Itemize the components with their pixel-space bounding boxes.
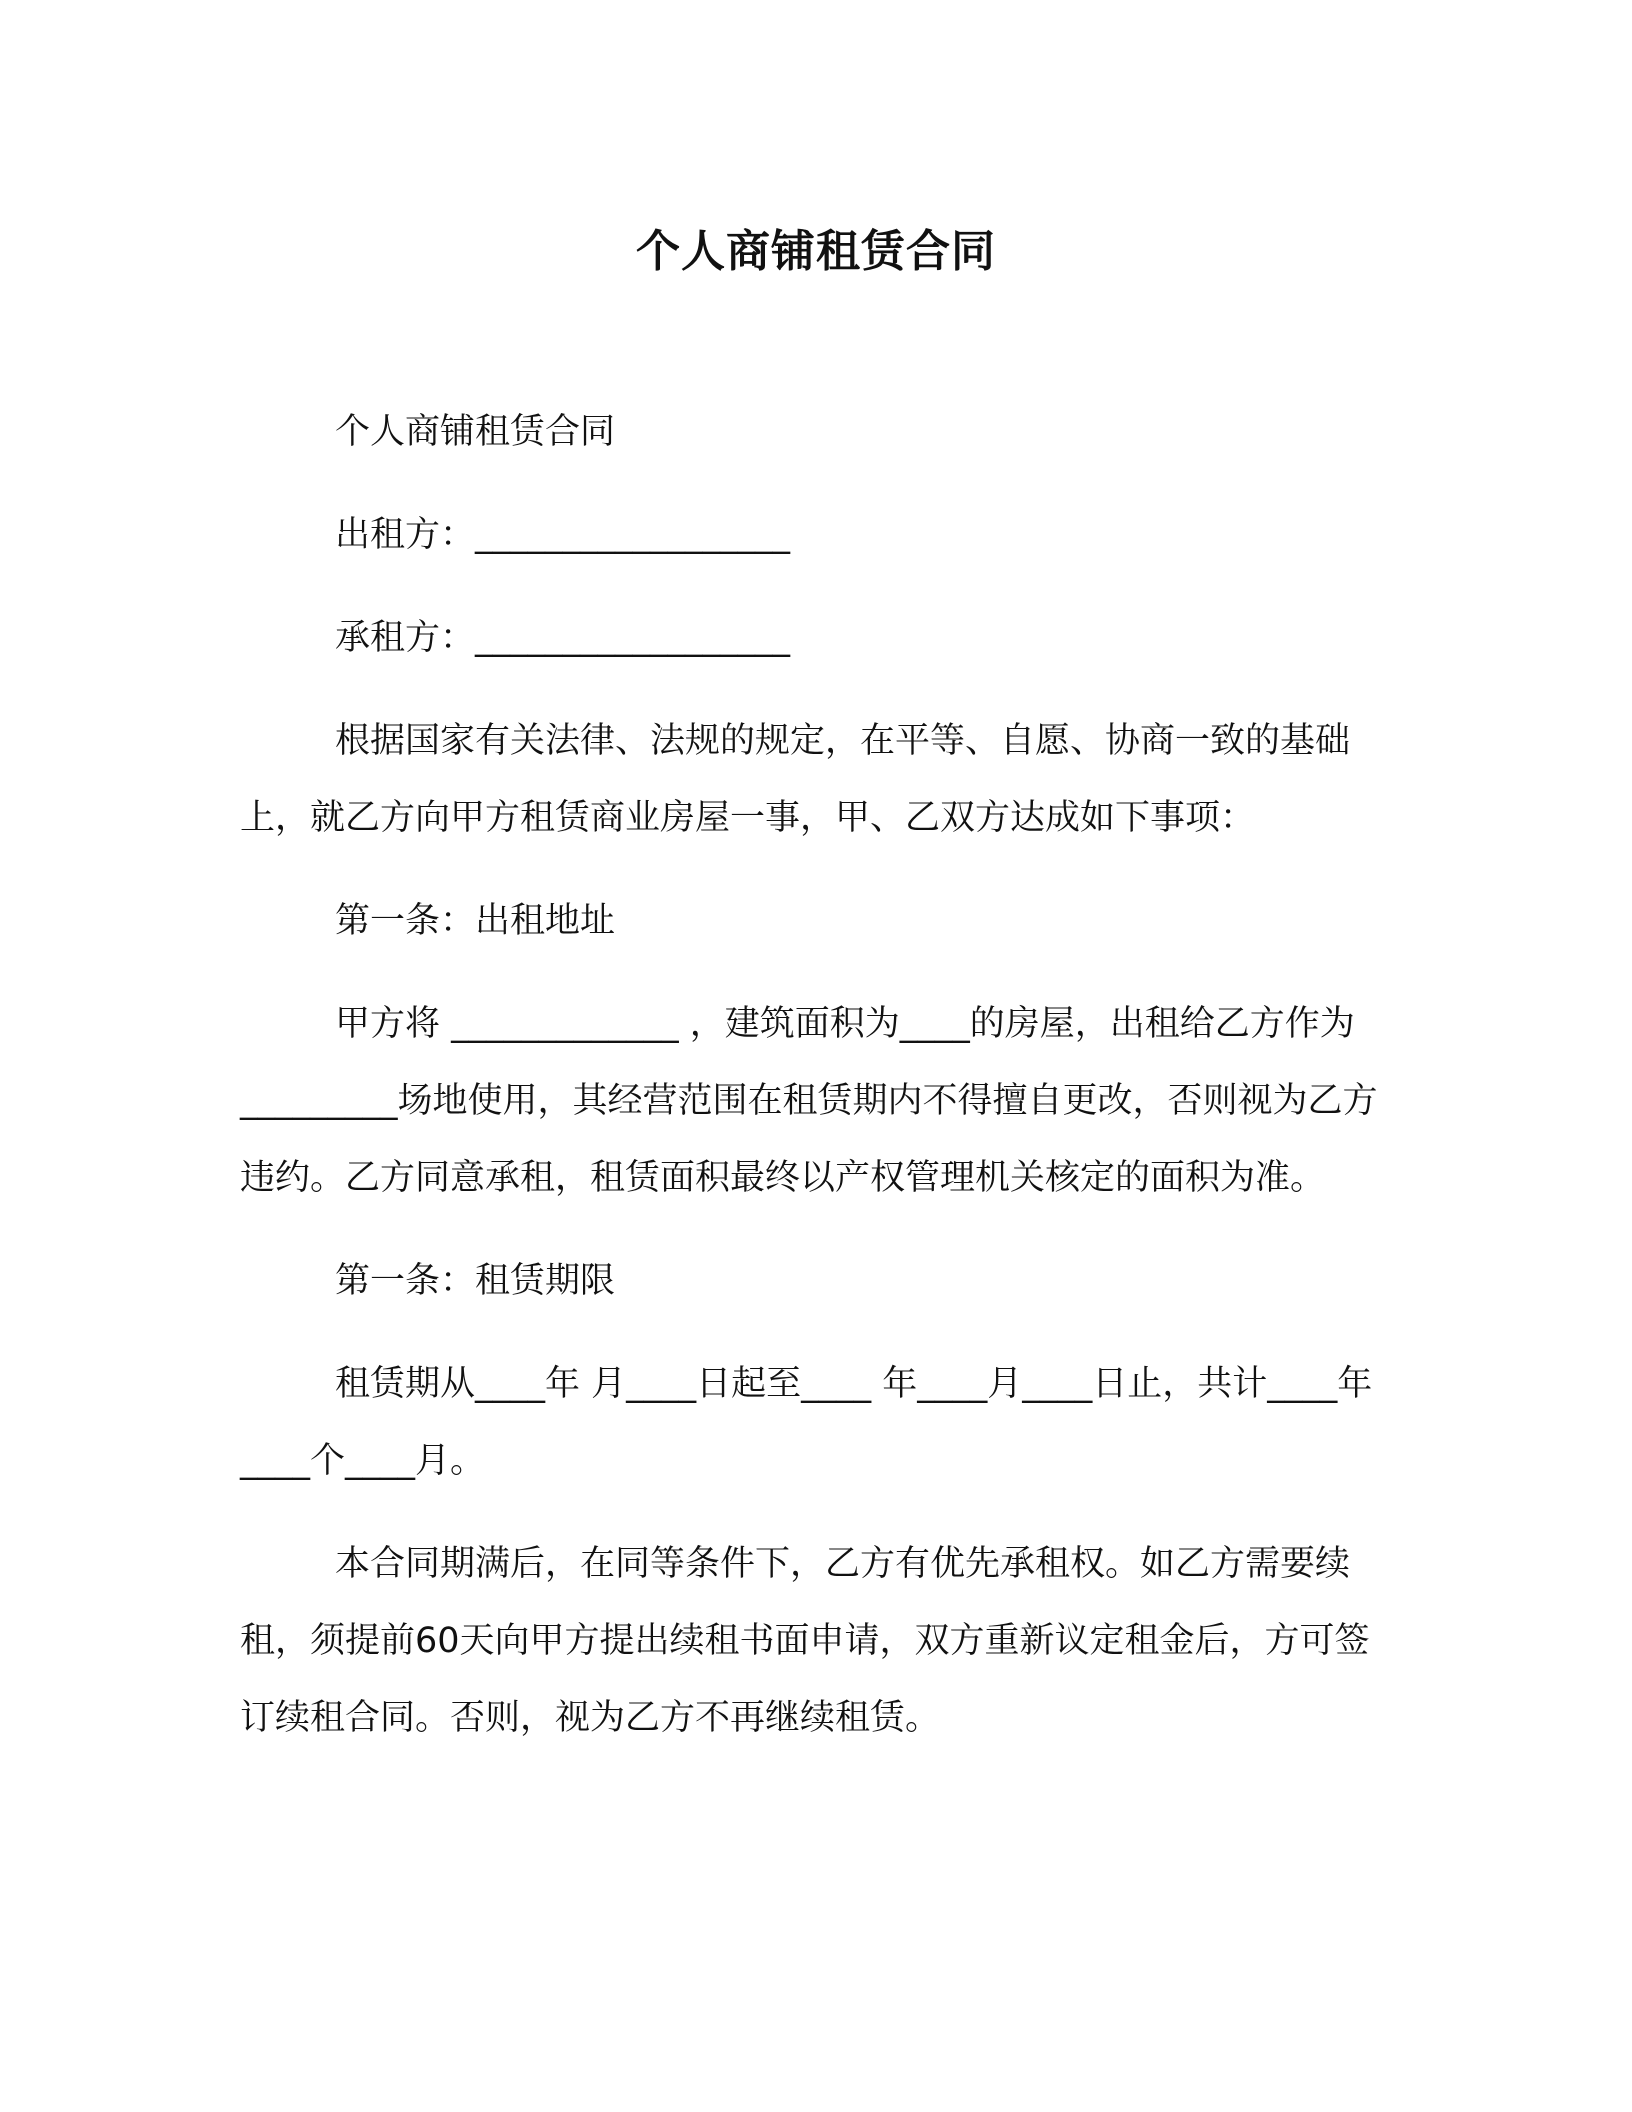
document-title: 个人商铺租赁合同 xyxy=(636,226,996,277)
paragraph-lessee: 承租方：__________________ xyxy=(335,618,791,658)
paragraph-lessor: 出租方：__________________ xyxy=(335,515,791,555)
paragraph-article-address-heading: 第一条：出租地址 xyxy=(335,901,616,941)
paragraph-renewal: 本合同期满后，在同等条件下，乙方有优先承租权。如乙方需要续租，须提前60天向甲方提出续租书面申请，双方重新议定租金后，方可签订续租合同。否则，视为乙方不再继续租赁。 xyxy=(240,1544,1370,1738)
paragraph-article-address-body: 甲方将 _____________ ，建筑面积为____的房屋，出租给乙方作为_________场地使用，其经营范围在租赁期内不得擅自更改，否则视为乙方违约。乙方同意承租，租赁面积最终以产权管理机关核定的面积为准。 xyxy=(240,1004,1378,1198)
paragraph-preamble: 根据国家有关法律、法规的规定，在平等、自愿、协商一致的基础上，就乙方向甲方租赁商业房屋一事，甲、乙双方达成如下事项： xyxy=(240,721,1351,838)
paragraph-subtitle: 个人商铺租赁合同 xyxy=(335,412,616,452)
paragraph-article-term-body: 租赁期从____年 月____日起至____ 年____月____日止，共计____年____个____月。 xyxy=(240,1364,1373,1481)
document-body xyxy=(240,394,1390,1783)
paragraph-article-term-heading: 第一条：租赁期限 xyxy=(335,1261,616,1301)
